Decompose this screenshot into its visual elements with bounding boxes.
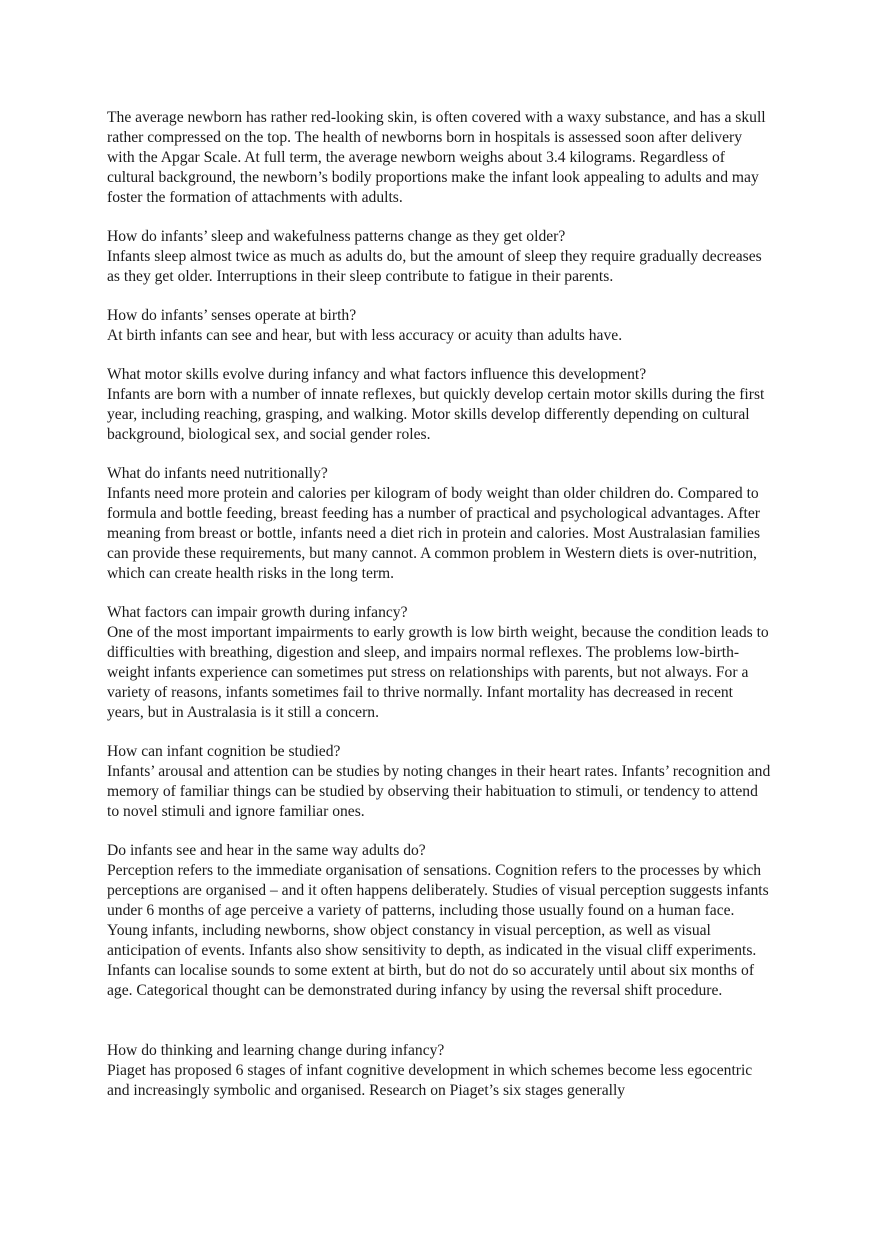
section-answer: Infants sleep almost twice as much as adults do, but the amount of sleep they require gradually decreases as they get older. Interruptions in their sleep contribute to fatigue in their parents. [107, 248, 762, 285]
section-question: How do infants’ sleep and wakefulness patterns change as they get older? [107, 228, 566, 245]
section-question: What motor skills evolve during infancy and what factors influence this development? [107, 366, 647, 383]
section-senses [107, 306, 772, 346]
document-page [107, 108, 772, 1120]
section-answer: Infants’ arousal and attention can be studies by noting changes in their heart rates. Infants’ recognition and memory of familiar things can be studied by observing their habituation to stimuli, or tendency to attend to novel stimuli and ignore familiar ones. [107, 763, 771, 820]
intro-paragraph: The average newborn has rather red-looking skin, is often covered with a waxy substance, and has a skull rather compressed on the top. The health of newborns born in hospitals is assessed soon after delivery with the Apgar Scale. At full term, the average newborn weighs about 3.4 kilograms. Regardless of cultural background, the newborn’s bodily proportions make the infant look appealing to adults and may foster the formation of attachments with adults. [107, 109, 766, 206]
section-question: How do infants’ senses operate at birth? [107, 307, 357, 324]
section-perception [107, 841, 772, 1001]
section-answer: At birth infants can see and hear, but with less accuracy or acuity than adults have. [107, 327, 623, 344]
section-answer: Piaget has proposed 6 stages of infant cognitive development in which schemes become less egocentric and increasingly symbolic and organised. Research on Piaget’s six stages generally [107, 1062, 753, 1099]
section-answer: One of the most important impairments to early growth is low birth weight, because the condition leads to difficulties with breathing, digestion and sleep, and impairs normal reflexes. The problems low-birth-weight infants experience can sometimes put stress on relationships with parents, but not always. For a variety of reasons, infants sometimes fail to thrive normally. Infant mortality has decreased in recent years, but in Australasia is it still a concern. [107, 624, 769, 721]
section-cognition-study [107, 742, 772, 822]
section-question: How can infant cognition be studied? [107, 743, 341, 760]
section-question: What do infants need nutritionally? [107, 465, 328, 482]
section-thinking-learning [107, 1041, 772, 1101]
section-sleep [107, 227, 772, 287]
section-growth [107, 603, 772, 723]
section-answer: Infants are born with a number of innate reflexes, but quickly develop certain motor skills during the first year, including reaching, grasping, and walking. Motor skills develop differently depending on cultural background, biological sex, and social gender roles. [107, 386, 765, 443]
section-answer: Infants need more protein and calories per kilogram of body weight than older children do. Compared to formula and bottle feeding, breast feeding has a number of practical and psychological advantages. After meaning from breast or bottle, infants need a diet rich in protein and calories. Most Australasian families can provide these requirements, but many cannot. A common problem in Western diets is over-nutrition, which can create health risks in the long term. [107, 485, 761, 582]
section-question: What factors can impair growth during infancy? [107, 604, 408, 621]
section-question: Do infants see and hear in the same way adults do? [107, 842, 426, 859]
section-motor-skills [107, 365, 772, 445]
section-answer: Perception refers to the immediate organisation of sensations. Cognition refers to the processes by which perceptions are organised – and it often happens deliberately. Studies of visual perception suggests infants under 6 months of age perceive a variety of patterns, including those usually found on a human face. Young infants, including newborns, show object constancy in visual perception, as well as visual anticipation of events. Infants also show sensitivity to depth, as indicated in the visual cliff experiments. Infants can localise sounds to some extent at birth, but do not do so accurately until about six months of age. Categorical thought can be demonstrated during infancy by using the reversal shift procedure. [107, 862, 769, 999]
section-question: How do thinking and learning change during infancy? [107, 1042, 445, 1059]
intro-paragraph-block [107, 108, 772, 208]
section-nutrition [107, 464, 772, 584]
